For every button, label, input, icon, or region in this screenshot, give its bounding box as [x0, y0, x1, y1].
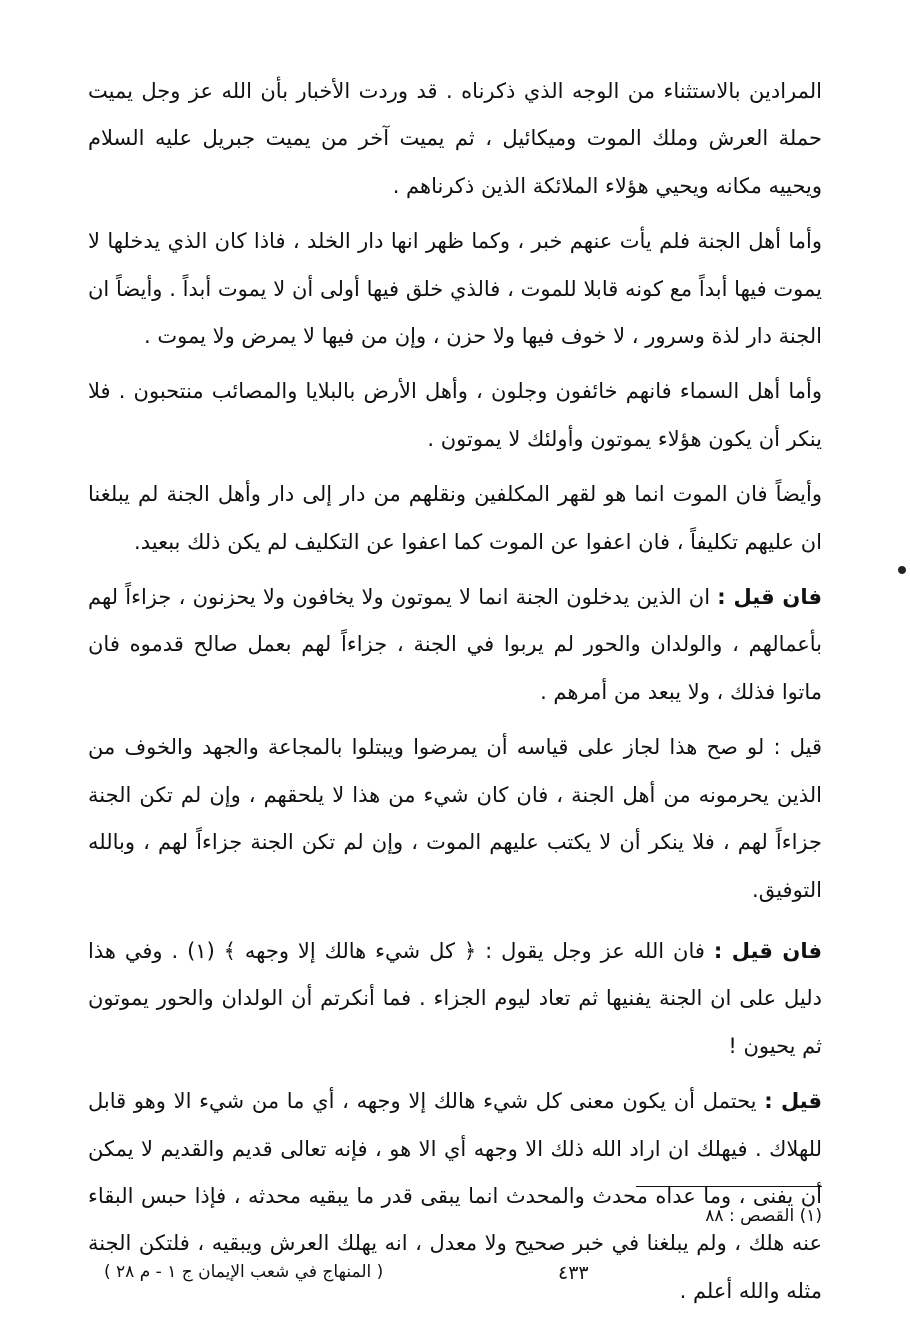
paragraph-text: وأما أهل الجنة فلم يأت عنهم خبر ، وكما ظهر انها دار الخلد ، فاذا كان الذي يدخلها لا يموت فيها أبداً مع كونه قابلا للموت ، فالذي خلق فيها أولى أن لا يموت أبداً . وأيضاً ان الجنة دار لذة وسرور ، لا خوف فيها ولا حزن ، وإن من فيها لا يمرض ولا يموت .	[88, 229, 822, 349]
paragraph-text: ان الذين يدخلون الجنة انما لا يموتون ولا يخافون ولا يحزنون ، جزاءاً لهم بأعمالهم ، والولدان والحور لم يربوا في الجنة ، جزاءاً لهم بعمل صالح قدموه فان ماتوا فذلك ، ولا يبعد من أمرهم .	[88, 585, 822, 704]
paragraph-1	[88, 68, 822, 210]
paragraph-lead: فان قيل :	[713, 938, 822, 963]
paragraph-text: وأما أهل السماء فانهم خائفون وجلون ، وأهل الأرض بالبلايا والمصائب منتحبون . فلا ينكر أن يكون هؤلاء يموتون وأولئك لا يموتون .	[88, 379, 822, 451]
footnote-separator	[636, 1186, 822, 1187]
paragraph-4	[88, 471, 822, 566]
paragraph-7	[88, 928, 822, 1070]
book-reference: ( المنهاج في شعب الإيمان ج ١ - م ٢٨ )	[104, 1262, 384, 1282]
paragraph-text: فان الله عز وجل يقول : ﴿ كل شيء هالك إلا وجهه ﴾ (١) . وفي هذا دليل على ان الجنة يفنيها ثم تعاد ليوم الجزاء . فما أنكرتم أن الولدان والحور يموتون ثم يحيون !	[88, 938, 822, 1058]
paragraph-6	[88, 724, 822, 914]
paragraph-lead: قيل :	[764, 1089, 823, 1114]
page-footer	[88, 1262, 822, 1292]
margin-mark	[898, 566, 906, 574]
paragraph-5	[88, 574, 822, 716]
paragraph-text: يحتمل أن يكون معنى كل شيء هالك إلا وجهه ، أي ما من شيء الا وهو قابل للهلاك . فيهلك ان اراد الله ذلك الا وجهه أي الا هو ، فإنه تعالى قديم والقديم لا يمكن أن يفنى ، وما عداه محدث والمحدث انما يبقى قدر ما يبقيه محدثه ، فإذا حبس البقاء عنه هلك ، ولم يبلغنا في خبر صحيح ولا معدل ، انه يهلك العرش ويبقيه ، فلتكن الجنة مثله والله أعلم .	[88, 1089, 822, 1303]
paragraph-2	[88, 218, 822, 360]
paragraph-text: قيل : لو صح هذا لجاز على قياسه أن يمرضوا ويبتلوا بالمجاعة والجهد والخوف من الذين يحرمونه من أهل الجنة ، فان كان شيء من هذا لا يلحقهم ، وإن لم تكن الجنة جزاءاً لهم ، فلا ينكر أن لا يكتب عليهم الموت ، وإن لم تكن الجنة جزاءاً لهم ، وبالله التوفيق.	[88, 735, 822, 902]
paragraph-3	[88, 368, 822, 463]
footnote: (١) القصص : ٨٨	[705, 1206, 822, 1226]
paragraph-text: وأيضاً فان الموت انما هو لقهر المكلفين ونقلهم من دار إلى دار وأهل الجنة لم يبلغنا ان عليهم تكليفاً ، فان اعفوا عن الموت كما اعفوا عن التكليف لم يكن ذلك ببعيد.	[88, 482, 822, 554]
paragraph-lead: فان قيل :	[717, 585, 822, 610]
paragraph-text: المرادين بالاستثناء من الوجه الذي ذكرناه . قد وردت الأخبار بأن الله عز وجل يميت حملة العرش وملك الموت وميكائيل ، ثم يميت آخر من يميت جبريل عليه السلام ويحييه مكانه ويحيي هؤلاء الملائكة الذين ذكرناهم .	[88, 79, 822, 198]
page-number: ٤٣٣	[558, 1262, 589, 1284]
